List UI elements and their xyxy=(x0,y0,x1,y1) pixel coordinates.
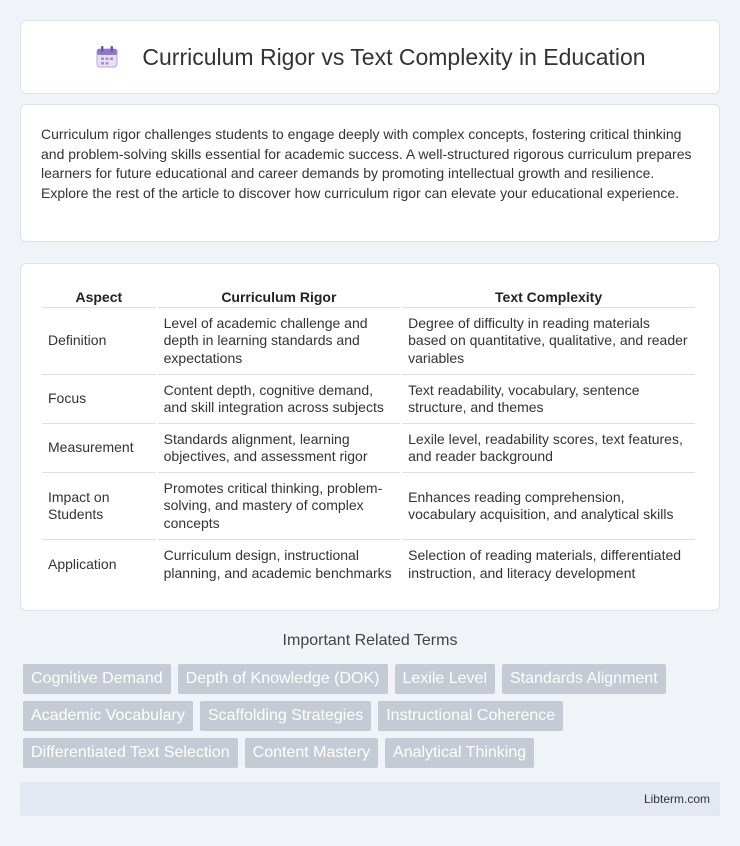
cell-text-complexity: Lexile level, readability scores, text features, and reader background xyxy=(402,424,695,473)
cell-aspect: Definition xyxy=(42,308,156,375)
tag-content-mastery[interactable]: Content Mastery xyxy=(245,738,378,768)
table-row xyxy=(42,424,695,473)
cell-curriculum-rigor: Curriculum design, instructional planning, and academic benchmarks xyxy=(163,547,392,581)
tag-analytical-thinking[interactable]: Analytical Thinking xyxy=(385,738,534,768)
comparison-table xyxy=(40,285,697,589)
tag-depth-of-knowledge[interactable]: Depth of Knowledge (DOK) xyxy=(178,664,388,694)
tag-row xyxy=(23,738,723,768)
tag-row xyxy=(23,664,723,694)
cell-curriculum-rigor: Content depth, cognitive demand, and skill integration across subjects xyxy=(158,375,401,424)
cell-aspect: Measurement xyxy=(42,424,156,473)
cell-text-complexity: Degree of difficulty in reading materials based on quantitative, qualitative, and reader variables xyxy=(402,308,695,375)
tag-cognitive-demand[interactable]: Cognitive Demand xyxy=(23,664,171,694)
intro-paragraph: Curriculum rigor challenges students to engage deeply with complex concepts, fostering critical thinking and problem-solving skills essential for academic success. A well-structured rigorous curriculum prepares learners for future educational and career demands by promoting intellectual growth and resilience. Explore the rest of the article to discover how curriculum rigor can elevate your educational experience. xyxy=(41,126,692,201)
related-terms-title: Important Related Terms xyxy=(282,632,458,649)
header-card xyxy=(20,20,720,94)
footer xyxy=(20,782,720,816)
cell-aspect: Focus xyxy=(42,375,156,424)
cell-text-complexity: Selection of reading materials, differentiated instruction, and literacy development xyxy=(408,547,682,581)
tag-academic-vocabulary[interactable]: Academic Vocabulary xyxy=(23,701,193,731)
comparison-table-card xyxy=(20,263,720,611)
footer-site-link[interactable]: Libterm.com xyxy=(643,792,710,806)
cell-curriculum-rigor: Level of academic challenge and depth in learning standards and expectations xyxy=(158,308,401,375)
table-row xyxy=(42,375,695,424)
tag-scaffolding-strategies[interactable]: Scaffolding Strategies xyxy=(200,701,371,731)
title-wrap xyxy=(94,44,645,71)
header-curriculum-rigor: Curriculum Rigor xyxy=(158,285,401,308)
intro-card xyxy=(20,104,720,242)
cell-aspect: Application xyxy=(48,555,117,572)
header-text-complexity: Text Complexity xyxy=(402,285,695,308)
table-row xyxy=(42,540,695,589)
cell-curriculum-rigor: Promotes critical thinking, problem-solving, and mastery of complex concepts xyxy=(158,473,401,540)
tag-differentiated-text-selection[interactable]: Differentiated Text Selection xyxy=(23,738,238,768)
tag-standards-alignment[interactable]: Standards Alignment xyxy=(502,664,666,694)
page-title: Curriculum Rigor vs Text Complexity in Education xyxy=(142,43,646,70)
tag-row xyxy=(23,701,723,731)
calendar-icon xyxy=(94,44,120,70)
cell-text-complexity: Text readability, vocabulary, sentence structure, and themes xyxy=(402,375,695,424)
table-header-row xyxy=(42,285,695,308)
cell-curriculum-rigor: Standards alignment, learning objectives, and assessment rigor xyxy=(158,424,401,473)
tag-lexile-level[interactable]: Lexile Level xyxy=(395,664,496,694)
tag-instructional-coherence[interactable]: Instructional Coherence xyxy=(378,701,563,731)
related-terms-tags xyxy=(23,664,723,775)
table-row xyxy=(42,308,695,375)
cell-aspect: Impact on Students xyxy=(42,473,156,540)
header-aspect: Aspect xyxy=(42,285,156,308)
table-row xyxy=(42,473,695,540)
cell-text-complexity: Enhances reading comprehension, vocabulary acquisition, and analytical skills xyxy=(402,473,695,540)
